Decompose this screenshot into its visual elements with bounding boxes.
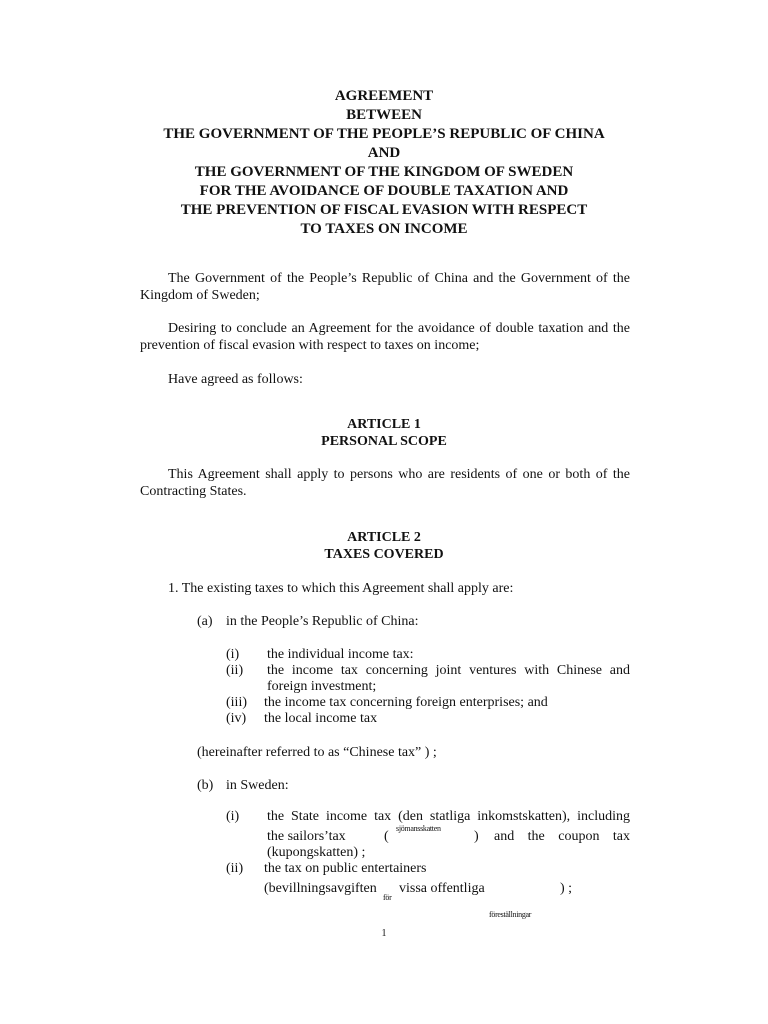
article-text: This Agreement shall apply to persons who are residents of one or both of the [168, 467, 630, 482]
article-heading: PERSONAL SCOPE [321, 434, 447, 449]
preamble-paragraph-cont: Kingdom of Sweden; [140, 288, 260, 303]
sub-item-text: the local income tax [264, 711, 378, 726]
list-text: in the People’s Republic of China: [226, 614, 419, 629]
sub-item-text-cont: the sailors’tax [267, 829, 346, 844]
sub-item-number: (ii) [226, 861, 244, 876]
preamble-paragraph: The Government of the People’s Republic of China and the Government of the [168, 271, 630, 286]
sub-item-text-cont: vissa offentliga [399, 881, 485, 896]
preamble-paragraph-cont: prevention of fiscal evasion with respect to taxes on income; [140, 338, 480, 353]
sub-item-number: (i) [226, 809, 240, 824]
preamble-agreed: Have agreed as follows: [168, 372, 303, 387]
sub-item-text: the income tax concerning foreign enterprises; and [264, 695, 548, 710]
article-heading: TAXES COVERED [324, 547, 444, 562]
title-line: FOR THE AVOIDANCE OF DOUBLE TAXATION AND [199, 183, 569, 199]
hereinafter-text: (hereinafter referred to as “Chinese tax” ) ; [197, 745, 437, 760]
preamble-paragraph: Desiring to conclude an Agreement for the avoidance of double taxation and the [168, 321, 630, 336]
list-label: (b) [197, 778, 214, 793]
superscript-swedish-term: sjömansskatten [396, 824, 441, 833]
title-line: BETWEEN [346, 107, 422, 123]
title-line: THE GOVERNMENT OF THE PEOPLE’S REPUBLIC OF CHINA [163, 126, 605, 142]
sub-item-text: the State income tax (den statliga inkomstskatten), including [267, 809, 630, 824]
article-text-cont: Contracting States. [140, 484, 247, 499]
paren-open: ( [384, 829, 389, 844]
sub-item-text: the individual income tax: [267, 647, 414, 662]
superscript-swedish-term: för [383, 893, 392, 902]
paren-close: ) [474, 829, 479, 844]
sub-item-text-cont: (bevillningsavgiften [264, 881, 377, 896]
superscript-swedish-term: föreställningar [489, 910, 532, 919]
sub-item-text-cont: foreign investment; [267, 679, 377, 694]
list-label: (a) [197, 614, 213, 629]
sub-item-number: (ii) [226, 663, 244, 678]
sub-item-text-cont: ) ; [560, 881, 573, 896]
title-line: THE GOVERNMENT OF THE KINGDOM OF SWEDEN [194, 164, 574, 180]
article-paragraph: 1. The existing taxes to which this Agreement shall apply are: [168, 581, 514, 596]
sub-item-number: (i) [226, 647, 240, 662]
sub-item-number: (iii) [226, 695, 247, 710]
sub-item-text-cont: (kupongskatten) ; [267, 845, 366, 860]
sub-item-number: (iv) [226, 711, 247, 726]
sub-item-text: the income tax concerning joint ventures with Chinese and [267, 663, 630, 678]
title-line: AGREEMENT [334, 88, 434, 104]
sub-item-text-cont: and the coupon tax [494, 829, 630, 844]
page-number: 1 [381, 928, 387, 939]
title-line: AND [367, 145, 401, 161]
article-number: ARTICLE 2 [347, 530, 421, 545]
sub-item-text: the tax on public entertainers [264, 861, 427, 876]
article-number: ARTICLE 1 [347, 417, 421, 432]
title-line: TO TAXES ON INCOME [300, 221, 468, 237]
list-text: in Sweden: [226, 778, 289, 793]
title-line: THE PREVENTION OF FISCAL EVASION WITH RESPECT [180, 202, 588, 218]
